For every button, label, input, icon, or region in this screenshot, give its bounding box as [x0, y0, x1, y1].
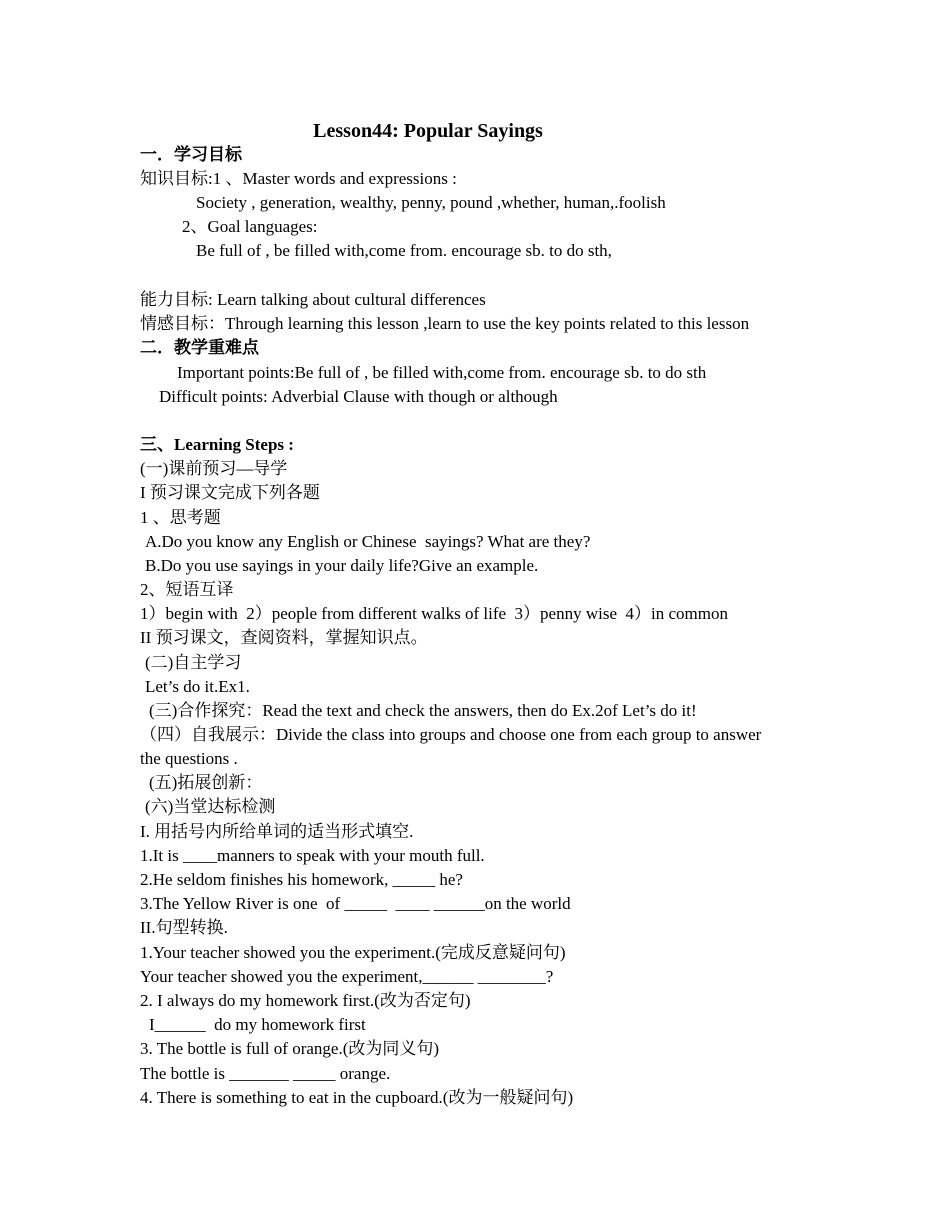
text-line: 能力目标: Learn talking about cultural differences [140, 290, 486, 309]
text-line: II.句型转换. [140, 918, 228, 937]
text-line: 知识目标:1 、Master words and expressions : [140, 169, 457, 188]
text-line: Important points:Be full of , be filled with,come from. encourage sb. to do sth [177, 363, 707, 382]
text-line: （四）自我展示：Divide the class into groups and choose one from each group to answer [140, 725, 762, 744]
text-line: Difficult points: Adverbial Clause with though or although [159, 387, 558, 406]
text-line: A.Do you know any English or Chinese sayings? What are they? [145, 532, 591, 551]
exercise-item: 3.The Yellow River is one of _____ ____ ______on the world [140, 894, 571, 913]
section-heading-steps: 三、Learning Steps : [140, 435, 294, 454]
exercise-item: 3. The bottle is full of orange.(改为同义句) [140, 1039, 440, 1058]
text-line: I 预习课文完成下列各题 [140, 483, 320, 502]
exercise-item: The bottle is _______ _____ orange. [140, 1064, 391, 1083]
exercise-item: I______ do my homework first [149, 1015, 366, 1034]
text-line: (三)合作探究：Read the text and check the answers, then do Ex.2of Let’s do it! [149, 701, 697, 720]
section-heading-focus: 二．教学重难点 [140, 338, 259, 357]
text-line: Let’s do it.Ex1. [145, 677, 250, 696]
text-line: Be full of , be filled with,come from. encourage sb. to do sth, [196, 241, 612, 260]
exercise-item: 2. I always do my homework first.(改为否定句) [140, 991, 471, 1010]
exercise-item: 2.He seldom finishes his homework, _____ he? [140, 870, 463, 889]
text-line: (一)课前预习—导学 [140, 459, 288, 478]
text-line: (二)自主学习 [145, 653, 242, 672]
text-line: 情感目标：Through learning this lesson ,learn to use the key points related to this lesson [140, 314, 750, 333]
exercise-item: 1.Your teacher showed you the experiment.(完成反意疑问句) [140, 943, 566, 962]
text-line: 2、短语互译 [140, 580, 234, 599]
text-line: (六)当堂达标检测 [145, 797, 276, 816]
text-line: Society , generation, wealthy, penny, pound ,whether, human,.foolish [196, 193, 666, 212]
section-heading-goals: 一．学习目标 [140, 145, 242, 164]
text-line: II 预习课文，查阅资料，掌握知识点。 [140, 628, 428, 647]
document-title: Lesson44: Popular Sayings [313, 120, 543, 142]
exercise-item: 1.It is ____manners to speak with your mouth full. [140, 846, 485, 865]
text-line: B.Do you use sayings in your daily life?Give an example. [145, 556, 539, 575]
text-line: 1）begin with 2）people from different walks of life 3）penny wise 4）in common [140, 604, 728, 623]
text-line: I. 用括号内所给单词的适当形式填空. [140, 822, 414, 841]
text-line: (五)拓展创新： [149, 773, 263, 792]
exercise-item: Your teacher showed you the experiment,______ ________? [140, 967, 554, 986]
text-line: 1 、思考题 [140, 508, 221, 527]
text-line: the questions . [140, 749, 238, 768]
exercise-item: 4. There is something to eat in the cupboard.(改为一般疑问句) [140, 1088, 574, 1107]
text-line: 2、Goal languages: [182, 217, 318, 236]
